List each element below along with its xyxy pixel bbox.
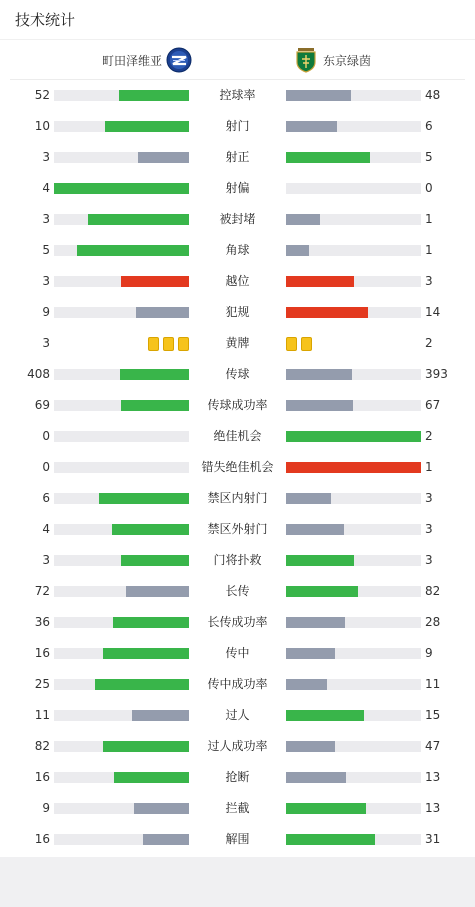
stats-list bbox=[0, 80, 475, 855]
home-stat-bar-track bbox=[54, 710, 189, 721]
away-stat-bar-track bbox=[286, 617, 421, 628]
stat-label: 过人 bbox=[225, 708, 250, 722]
home-stat-bar-track bbox=[54, 214, 189, 225]
home-stat-bar-track bbox=[54, 307, 189, 318]
stat-label: 射门 bbox=[225, 119, 250, 133]
home-stat-bar bbox=[138, 152, 189, 163]
away-stat-bar-track bbox=[286, 90, 421, 101]
away-stat-bar bbox=[286, 431, 421, 442]
stat-row bbox=[0, 607, 475, 638]
away-stat-bar-track bbox=[286, 679, 421, 690]
away-stat-bar-track bbox=[286, 245, 421, 256]
home-stat-bar bbox=[121, 400, 189, 411]
home-stat-bar-track bbox=[54, 400, 189, 411]
stat-row bbox=[0, 762, 475, 793]
yellow-card-icon bbox=[178, 337, 189, 351]
away-stat-value: 47 bbox=[425, 739, 441, 753]
away-stat-bar bbox=[286, 462, 421, 473]
away-stat-bar bbox=[286, 586, 358, 597]
away-stat-value: 11 bbox=[425, 677, 441, 691]
home-stat-bar-track bbox=[54, 152, 189, 163]
away-stat-bar bbox=[286, 772, 346, 783]
home-stat-value: 36 bbox=[34, 615, 50, 629]
yellow-card-icon bbox=[148, 337, 159, 351]
stat-row bbox=[0, 824, 475, 855]
stat-row bbox=[0, 452, 475, 483]
stat-label: 禁区外射门 bbox=[207, 522, 268, 536]
home-stat-value: 4 bbox=[42, 181, 50, 195]
away-stat-bar bbox=[286, 524, 344, 535]
home-stat-value: 408 bbox=[27, 367, 50, 381]
home-stat-value: 5 bbox=[42, 243, 50, 257]
away-stat-value: 3 bbox=[425, 491, 433, 505]
away-stat-bar-track bbox=[286, 121, 421, 132]
away-stat-bar bbox=[286, 555, 354, 566]
away-stat-value: 14 bbox=[425, 305, 441, 319]
away-stat-bar-track bbox=[286, 834, 421, 845]
away-team-name: 东京绿茵 bbox=[323, 53, 372, 68]
away-stat-value: 0 bbox=[425, 181, 433, 195]
stat-label: 控球率 bbox=[219, 88, 256, 102]
away-stat-bar-track bbox=[286, 493, 421, 504]
away-stat-bar bbox=[286, 741, 335, 752]
home-stat-bar bbox=[121, 276, 189, 287]
away-stat-value: 6 bbox=[425, 119, 433, 133]
stat-label: 过人成功率 bbox=[207, 739, 268, 753]
stat-row bbox=[0, 638, 475, 669]
away-stat-bar bbox=[286, 90, 351, 101]
stat-label: 绝佳机会 bbox=[213, 429, 262, 443]
away-stat-bar-track bbox=[286, 462, 421, 473]
home-stat-bar-track bbox=[54, 555, 189, 566]
away-stat-value: 31 bbox=[425, 832, 441, 846]
home-stat-bar bbox=[99, 493, 189, 504]
home-stat-bar bbox=[113, 617, 189, 628]
stat-label: 解围 bbox=[225, 832, 250, 846]
home-stat-value: 0 bbox=[42, 460, 50, 474]
home-stat-bar-track bbox=[54, 524, 189, 535]
stat-label: 传球成功率 bbox=[207, 398, 268, 412]
away-stat-bar bbox=[286, 307, 368, 318]
away-stat-value: 3 bbox=[425, 522, 433, 536]
stat-row bbox=[0, 297, 475, 328]
away-stat-bar-track bbox=[286, 400, 421, 411]
home-stat-bar bbox=[103, 648, 189, 659]
away-stat-bar bbox=[286, 400, 353, 411]
home-stat-value: 82 bbox=[34, 739, 50, 753]
tokyo-verdy-crest-icon bbox=[293, 47, 319, 73]
away-stat-bar-track bbox=[286, 183, 421, 194]
home-stat-value: 0 bbox=[42, 429, 50, 443]
away-stat-bar bbox=[286, 679, 327, 690]
stat-label: 传中 bbox=[225, 646, 250, 660]
away-stat-bar-track bbox=[286, 214, 421, 225]
away-stat-value: 393 bbox=[425, 367, 448, 381]
stat-label: 抢断 bbox=[225, 770, 250, 784]
home-stat-bar-track bbox=[54, 245, 189, 256]
home-stat-bar-track bbox=[54, 586, 189, 597]
away-stat-bar-track bbox=[286, 648, 421, 659]
away-stat-value: 13 bbox=[425, 801, 441, 815]
home-stat-bar bbox=[143, 834, 189, 845]
stat-label: 门将扑救 bbox=[213, 553, 262, 567]
home-stat-bar-track bbox=[54, 648, 189, 659]
home-stat-bar bbox=[105, 121, 189, 132]
home-stat-bar bbox=[114, 772, 189, 783]
home-stat-bar bbox=[77, 245, 189, 256]
home-stat-bar bbox=[88, 214, 189, 225]
away-stat-bar bbox=[286, 245, 309, 256]
away-stat-value: 2 bbox=[425, 336, 433, 350]
home-stat-bar bbox=[112, 524, 189, 535]
home-stat-bar-track bbox=[54, 121, 189, 132]
stat-row bbox=[0, 111, 475, 142]
stat-label: 角球 bbox=[225, 243, 250, 257]
away-stat-value: 82 bbox=[425, 584, 441, 598]
home-stat-bar bbox=[126, 586, 189, 597]
home-stat-bar-track bbox=[54, 679, 189, 690]
home-stat-bar bbox=[120, 369, 189, 380]
away-stat-bar bbox=[286, 369, 352, 380]
home-stat-bar-track bbox=[54, 493, 189, 504]
home-stat-bar-track bbox=[54, 90, 189, 101]
away-stat-bar-track bbox=[286, 803, 421, 814]
away-stat-bar bbox=[286, 803, 366, 814]
stat-row bbox=[0, 731, 475, 762]
home-stat-value: 25 bbox=[34, 677, 50, 691]
stat-label: 错失绝佳机会 bbox=[201, 460, 274, 474]
away-stat-bar bbox=[286, 214, 320, 225]
home-stat-bar-track bbox=[54, 462, 189, 473]
away-stat-bar bbox=[286, 710, 364, 721]
away-stat-value: 28 bbox=[425, 615, 441, 629]
stat-row bbox=[0, 328, 475, 359]
machida-zelvia-crest-icon bbox=[166, 47, 192, 73]
away-stat-bar-track bbox=[286, 555, 421, 566]
stat-row bbox=[0, 142, 475, 173]
stat-row bbox=[0, 173, 475, 204]
home-stat-bar bbox=[54, 183, 189, 194]
home-stat-value: 3 bbox=[42, 553, 50, 567]
away-yellow-cards bbox=[286, 337, 312, 351]
away-stat-value: 48 bbox=[425, 88, 441, 102]
away-stat-value: 13 bbox=[425, 770, 441, 784]
page-title: 技术统计 bbox=[0, 0, 475, 40]
stat-label: 黄牌 bbox=[225, 336, 250, 350]
away-stat-bar-track bbox=[286, 710, 421, 721]
home-stat-value: 3 bbox=[42, 336, 50, 350]
stat-row bbox=[0, 266, 475, 297]
away-stat-bar-track bbox=[286, 307, 421, 318]
home-stat-value: 3 bbox=[42, 274, 50, 288]
home-stat-value: 11 bbox=[34, 708, 50, 722]
home-stat-value: 3 bbox=[42, 150, 50, 164]
away-stat-value: 9 bbox=[425, 646, 433, 660]
stat-row bbox=[0, 514, 475, 545]
stat-row bbox=[0, 700, 475, 731]
stat-row bbox=[0, 390, 475, 421]
home-stat-value: 6 bbox=[42, 491, 50, 505]
home-stat-value: 9 bbox=[42, 801, 50, 815]
away-stat-value: 5 bbox=[425, 150, 433, 164]
home-stat-value: 16 bbox=[34, 770, 50, 784]
home-stat-value: 9 bbox=[42, 305, 50, 319]
away-stat-bar-track bbox=[286, 772, 421, 783]
away-stat-value: 2 bbox=[425, 429, 433, 443]
stat-label: 越位 bbox=[225, 274, 250, 288]
home-stat-value: 69 bbox=[34, 398, 50, 412]
stat-row bbox=[0, 576, 475, 607]
stat-label: 拦截 bbox=[225, 801, 250, 815]
stat-label: 射正 bbox=[225, 150, 250, 164]
home-stat-value: 3 bbox=[42, 212, 50, 226]
home-stat-bar bbox=[95, 679, 189, 690]
home-stat-bar-track bbox=[54, 803, 189, 814]
away-stat-bar-track bbox=[286, 431, 421, 442]
away-team bbox=[293, 40, 371, 80]
teams-header bbox=[10, 40, 465, 80]
home-stat-bar-track bbox=[54, 276, 189, 287]
home-stat-value: 4 bbox=[42, 522, 50, 536]
home-stat-bar bbox=[136, 307, 189, 318]
away-stat-bar-track bbox=[286, 524, 421, 535]
home-stat-bar-track bbox=[54, 369, 189, 380]
away-stat-bar bbox=[286, 648, 335, 659]
away-stat-bar-track bbox=[286, 276, 421, 287]
home-team-name: 町田泽维亚 bbox=[102, 53, 163, 68]
home-stat-bar bbox=[121, 555, 189, 566]
away-stat-bar-track bbox=[286, 369, 421, 380]
home-stat-value: 10 bbox=[34, 119, 50, 133]
away-stat-bar bbox=[286, 276, 354, 287]
stat-label: 犯规 bbox=[225, 305, 250, 319]
stat-row bbox=[0, 669, 475, 700]
stat-label: 被封堵 bbox=[219, 212, 256, 226]
home-yellow-cards bbox=[148, 337, 189, 351]
away-stat-value: 15 bbox=[425, 708, 441, 722]
stat-row bbox=[0, 483, 475, 514]
stat-label: 长传 bbox=[225, 584, 250, 598]
stat-row bbox=[0, 80, 475, 111]
away-stat-value: 1 bbox=[425, 460, 433, 474]
home-stat-bar bbox=[119, 90, 189, 101]
stat-row bbox=[0, 204, 475, 235]
yellow-card-icon bbox=[286, 337, 297, 351]
home-stat-value: 16 bbox=[34, 832, 50, 846]
home-stat-bar-track bbox=[54, 183, 189, 194]
stat-label: 禁区内射门 bbox=[207, 491, 268, 505]
home-stat-bar bbox=[134, 803, 189, 814]
away-stat-bar bbox=[286, 493, 331, 504]
away-stat-bar bbox=[286, 834, 375, 845]
away-stat-value: 3 bbox=[425, 553, 433, 567]
stat-row bbox=[0, 793, 475, 824]
home-stat-bar-track bbox=[54, 772, 189, 783]
home-stat-value: 52 bbox=[34, 88, 50, 102]
stat-label: 长传成功率 bbox=[207, 615, 268, 629]
home-stat-bar-track bbox=[54, 741, 189, 752]
home-stat-value: 72 bbox=[34, 584, 50, 598]
away-stat-bar-track bbox=[286, 152, 421, 163]
stat-label: 射偏 bbox=[225, 181, 250, 195]
home-stat-bar-track bbox=[54, 834, 189, 845]
home-stat-value: 16 bbox=[34, 646, 50, 660]
away-stat-value: 1 bbox=[425, 212, 433, 226]
home-stat-bar bbox=[103, 741, 189, 752]
stat-row bbox=[0, 235, 475, 266]
stat-label: 传中成功率 bbox=[207, 677, 268, 691]
home-stat-bar-track bbox=[54, 617, 189, 628]
away-stat-value: 1 bbox=[425, 243, 433, 257]
home-stat-bar-track bbox=[54, 431, 189, 442]
away-stat-value: 3 bbox=[425, 274, 433, 288]
away-stat-bar-track bbox=[286, 586, 421, 597]
away-stat-bar-track bbox=[286, 741, 421, 752]
yellow-card-icon bbox=[163, 337, 174, 351]
home-team bbox=[102, 40, 192, 80]
stat-row bbox=[0, 421, 475, 452]
yellow-card-icon bbox=[301, 337, 312, 351]
stat-label: 传球 bbox=[225, 367, 250, 381]
away-stat-bar bbox=[286, 617, 345, 628]
away-stat-bar bbox=[286, 121, 337, 132]
away-stat-bar bbox=[286, 152, 370, 163]
stat-row bbox=[0, 545, 475, 576]
home-stat-bar bbox=[132, 710, 189, 721]
away-stat-value: 67 bbox=[425, 398, 441, 412]
stat-row bbox=[0, 359, 475, 390]
